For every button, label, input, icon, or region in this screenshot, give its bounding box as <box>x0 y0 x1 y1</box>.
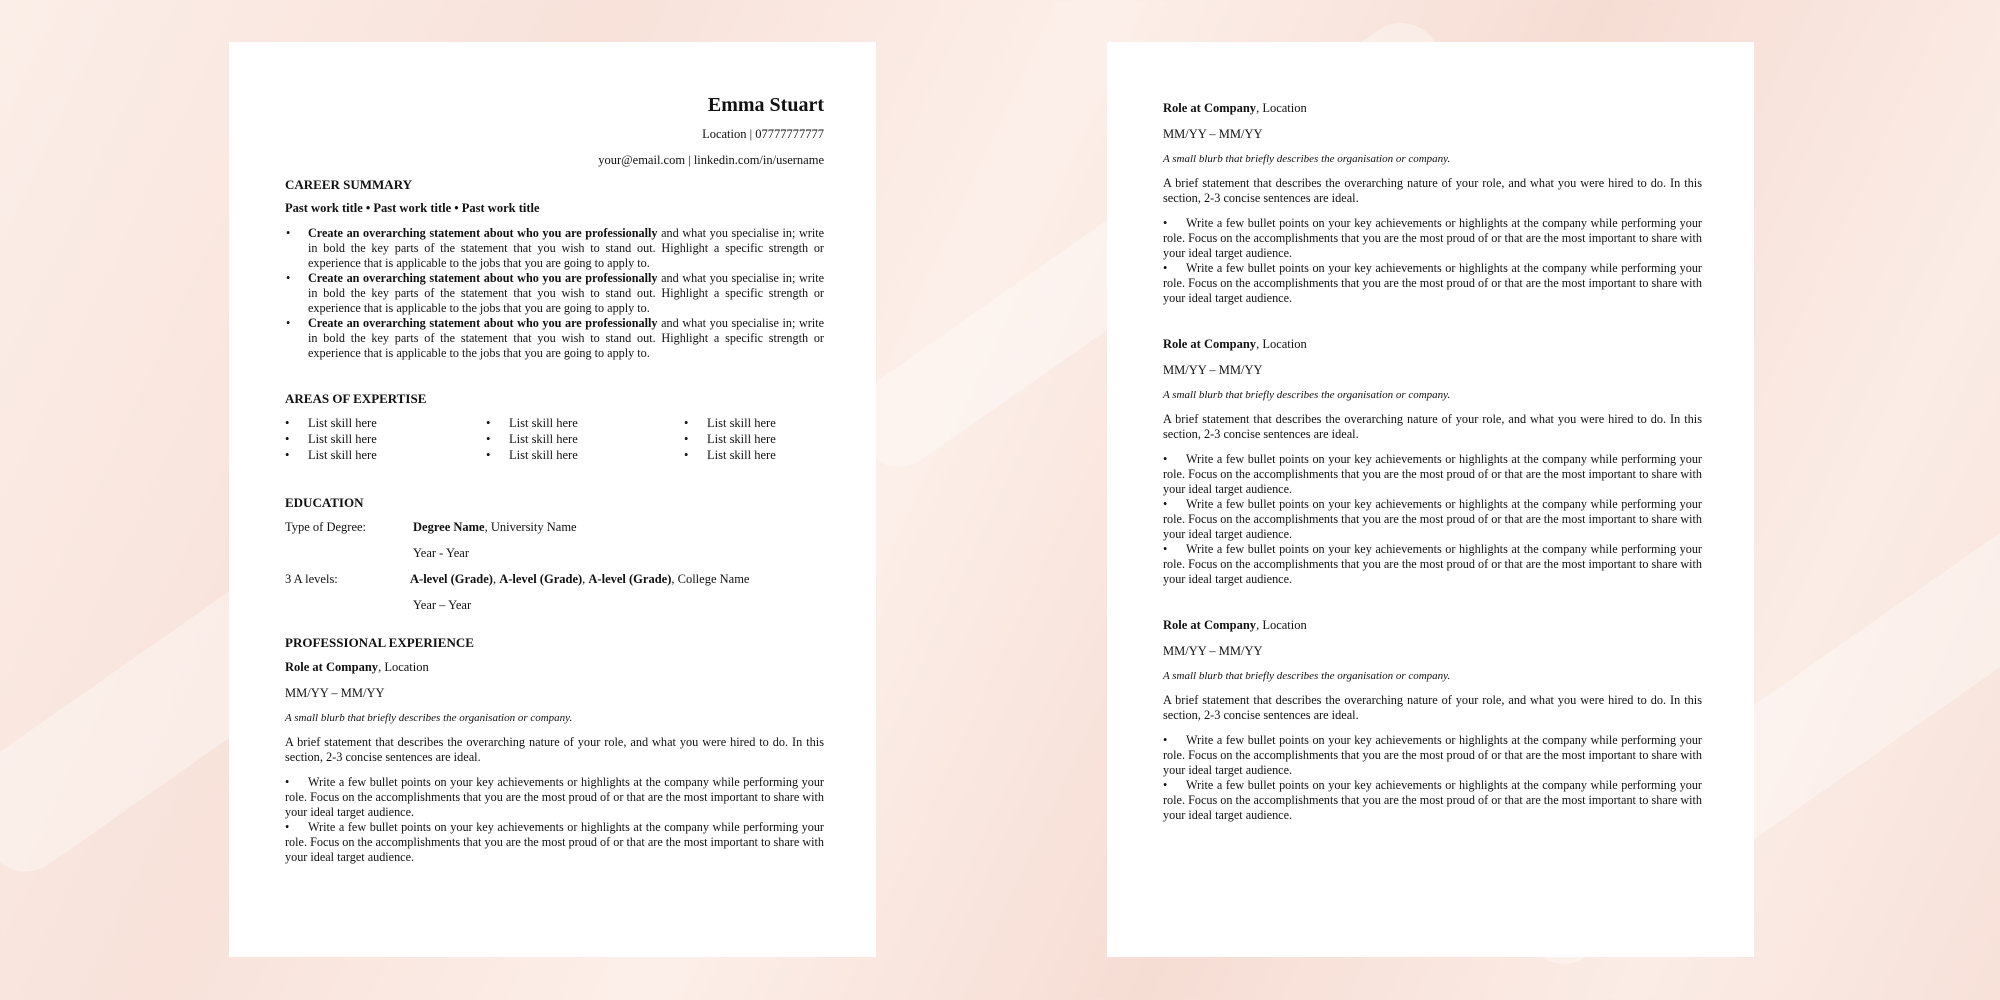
career-summary-heading: CAREER SUMMARY <box>285 177 413 192</box>
job-role: Role at Company, Location <box>285 660 429 674</box>
degree-label: Type of Degree: <box>285 520 367 534</box>
achievement-bullet: • Write a few bullet points on your key achievements or highlights at the company while performing your role. Focus on the accomplishments that you are the most proud of or that are the most important to share with your ideal target audience. <box>1163 542 1702 586</box>
role-statement: A brief statement that describes the overarching nature of your role, and what you were hired to do. In this section, 2-3 concise sentences are ideal. <box>1163 412 1702 441</box>
skill-item: • List skill here <box>684 447 824 463</box>
skills-column <box>486 415 684 463</box>
alevel-years-row <box>285 597 824 613</box>
resume-page-1 <box>229 42 876 957</box>
skill-item: • List skill here <box>486 415 684 431</box>
degree-years-row <box>285 545 824 561</box>
role-statement: A brief statement that describes the overarching nature of your role, and what you were hired to do. In this section, 2-3 concise sentences are ideal. <box>1163 693 1702 722</box>
job-role: Role at Company, Location <box>1163 101 1307 115</box>
contact-email-linkedin: your@email.com | linkedin.com/in/username <box>598 153 824 167</box>
achievement-bullet: • Write a few bullet points on your key achievements or highlights at the company while performing your role. Focus on the accomplishments that you are the most proud of or that are the most important to share with your ideal target audience. <box>285 820 824 864</box>
role-statement: A brief statement that describes the overarching nature of your role, and what you were hired to do. In this section, 2-3 concise sentences are ideal. <box>285 735 824 764</box>
resume-page-2 <box>1107 42 1754 957</box>
candidate-name: Emma Stuart <box>707 94 824 116</box>
alevel-detail: A-level (Grade), A-level (Grade), A-level (Grade), College Name <box>410 572 750 586</box>
job-entry <box>1163 617 1702 823</box>
role-statement: A brief statement that describes the overarching nature of your role, and what you were hired to do. In this section, 2-3 concise sentences are ideal. <box>1163 176 1702 205</box>
achievement-bullet: • Write a few bullet points on your key achievements or highlights at the company while performing your role. Focus on the accomplishments that you are the most proud of or that are the most important to share with your ideal target audience. <box>1163 452 1702 496</box>
degree-detail: Degree Name, University Name <box>413 520 577 534</box>
summary-bullet: • Create an overarching statement about who you are professionally and what you specialise in; write in bold the key parts of the statement that you wish to stand out. Highlight a specific strength or experience that is applicable to the jobs that you are going to apply to. <box>308 316 824 361</box>
achievement-bullet: • Write a few bullet points on your key achievements or highlights at the company while performing your role. Focus on the accomplishments that you are the most proud of or that are the most important to share with your ideal target audience. <box>285 775 824 819</box>
alevel-row <box>285 571 824 587</box>
past-work-titles: Past work title • Past work title • Past work title <box>285 201 540 215</box>
contact-location-phone: Location | 07777777777 <box>702 127 824 141</box>
skill-item: • List skill here <box>486 447 684 463</box>
job-entry <box>1163 336 1702 587</box>
degree-years: Year - Year <box>413 546 470 560</box>
achievement-bullet: • Write a few bullet points on your key achievements or highlights at the company while performing your role. Focus on the accomplishments that you are the most proud of or that are the most important to share with your ideal target audience. <box>1163 261 1702 305</box>
job-dates: MM/YY – MM/YY <box>1163 644 1263 658</box>
company-blurb: A small blurb that briefly describes the organisation or company. <box>1163 389 1451 401</box>
achievement-list <box>285 775 824 865</box>
achievement-list <box>1163 733 1702 823</box>
skill-item: • List skill here <box>285 431 486 447</box>
achievement-list <box>1163 216 1702 306</box>
company-blurb: A small blurb that briefly describes the organisation or company. <box>1163 153 1451 165</box>
skills-grid <box>285 415 824 463</box>
job-dates: MM/YY – MM/YY <box>285 686 385 700</box>
job-role: Role at Company, Location <box>1163 337 1307 351</box>
professional-experience-heading: PROFESSIONAL EXPERIENCE <box>285 635 474 650</box>
summary-bullet: • Create an overarching statement about who you are professionally and what you specialise in; write in bold the key parts of the statement that you wish to stand out. Highlight a specific strength or experience that is applicable to the jobs that you are going to apply to. <box>308 271 824 316</box>
summary-bullet-list <box>285 226 824 361</box>
skill-item: • List skill here <box>285 447 486 463</box>
job-dates: MM/YY – MM/YY <box>1163 363 1263 377</box>
company-blurb: A small blurb that briefly describes the organisation or company. <box>1163 670 1451 682</box>
job-dates: MM/YY – MM/YY <box>1163 127 1263 141</box>
skill-item: • List skill here <box>684 431 824 447</box>
summary-bullet: • Create an overarching statement about who you are professionally and what you specialise in; write in bold the key parts of the statement that you wish to stand out. Highlight a specific strength or experience that is applicable to the jobs that you are going to apply to. <box>308 226 824 271</box>
job-role: Role at Company, Location <box>1163 618 1307 632</box>
achievement-list <box>1163 452 1702 587</box>
alevel-label: 3 A levels: <box>285 572 338 586</box>
skills-column <box>285 415 486 463</box>
skill-item: • List skill here <box>486 431 684 447</box>
degree-row <box>285 519 824 535</box>
skill-item: • List skill here <box>684 415 824 431</box>
areas-of-expertise-heading: AREAS OF EXPERTISE <box>285 391 427 406</box>
skills-column <box>684 415 824 463</box>
company-blurb: A small blurb that briefly describes the organisation or company. <box>285 712 573 724</box>
achievement-bullet: • Write a few bullet points on your key achievements or highlights at the company while performing your role. Focus on the accomplishments that you are the most proud of or that are the most important to share with your ideal target audience. <box>1163 216 1702 260</box>
job-entry <box>1163 100 1702 306</box>
achievement-bullet: • Write a few bullet points on your key achievements or highlights at the company while performing your role. Focus on the accomplishments that you are the most proud of or that are the most important to share with your ideal target audience. <box>1163 497 1702 541</box>
achievement-bullet: • Write a few bullet points on your key achievements or highlights at the company while performing your role. Focus on the accomplishments that you are the most proud of or that are the most important to share with your ideal target audience. <box>1163 733 1702 777</box>
achievement-bullet: • Write a few bullet points on your key achievements or highlights at the company while performing your role. Focus on the accomplishments that you are the most proud of or that are the most important to share with your ideal target audience. <box>1163 778 1702 822</box>
alevel-years: Year – Year <box>413 598 472 612</box>
education-heading: EDUCATION <box>285 495 364 510</box>
skill-item: • List skill here <box>285 415 486 431</box>
